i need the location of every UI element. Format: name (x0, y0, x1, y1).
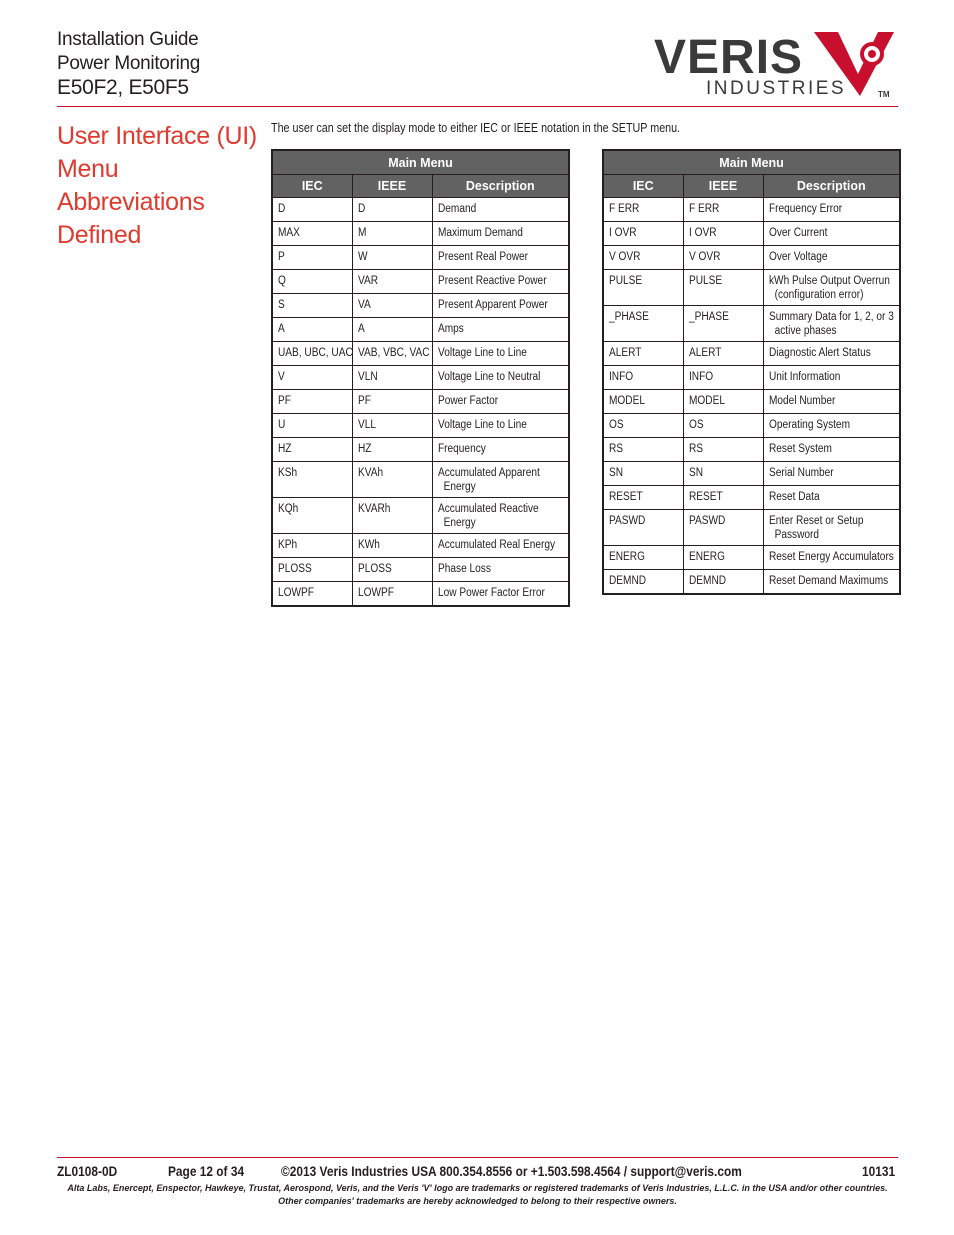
cell-iec-code: ALERT (603, 342, 683, 366)
cell-ieee-code: RS (683, 438, 763, 462)
cell-description: Operating System (763, 414, 900, 438)
cell-ieee-code: KVAh (352, 462, 432, 498)
cell-description: Over Current (763, 222, 900, 246)
table-row (603, 390, 900, 414)
main-menu-table-right (602, 149, 901, 595)
trademark-notice: Alta Labs, Enercept, Enspector, Hawkeye, Trustat, Aerospond, Veris, and the Veris 'V' logo are trademarks or registered trademarks of Veris Industries, L.L.C. in the USA and/or other countries. (67, 1183, 888, 1193)
cell-iec-code: P (272, 246, 352, 270)
table-row (603, 486, 900, 510)
guide-type: Installation Guide (57, 29, 199, 50)
cell-ieee-code: ENERG (683, 546, 763, 570)
table-row (603, 510, 900, 546)
cell-description: Demand (432, 198, 569, 222)
cell-ieee-code: SN (683, 462, 763, 486)
column-header-iec: IEC (272, 175, 352, 198)
cell-description: Diagnostic Alert Status (763, 342, 900, 366)
table-row (272, 534, 569, 558)
table-title: Main Menu (272, 150, 569, 175)
cell-description: Maximum Demand (432, 222, 569, 246)
cell-description: Summary Data for 1, 2, or 3 active phases (763, 306, 900, 342)
footer-divider (57, 1157, 898, 1158)
cell-ieee-code: I OVR (683, 222, 763, 246)
table-row (603, 462, 900, 486)
cell-description: Reset System (763, 438, 900, 462)
cell-ieee-code: D (352, 198, 432, 222)
cell-description: Amps (432, 318, 569, 342)
cell-iec-code: S (272, 294, 352, 318)
cell-iec-code: HZ (272, 438, 352, 462)
cell-description: Present Apparent Power (432, 294, 569, 318)
cell-ieee-code: HZ (352, 438, 432, 462)
cell-iec-code: ENERG (603, 546, 683, 570)
cell-description: kWh Pulse Output Overrun (configuration error) (763, 270, 900, 306)
table-row (272, 318, 569, 342)
cell-description: Present Real Power (432, 246, 569, 270)
table-row (603, 570, 900, 595)
cell-ieee-code: VAB, VBC, VAC (352, 342, 432, 366)
cell-iec-code: PLOSS (272, 558, 352, 582)
table-row (603, 438, 900, 462)
cell-ieee-code: VLL (352, 414, 432, 438)
cell-iec-code: V OVR (603, 246, 683, 270)
cell-ieee-code: F ERR (683, 198, 763, 222)
cell-description: Accumulated Real Energy (432, 534, 569, 558)
cell-iec-code: LOWPF (272, 582, 352, 607)
table-row (272, 462, 569, 498)
cell-description: Voltage Line to Line (432, 342, 569, 366)
cell-ieee-code: KVARh (352, 498, 432, 534)
model-number: E50F2, E50F5 (57, 76, 189, 99)
document-code: 10131 (862, 1163, 896, 1179)
cell-ieee-code: W (352, 246, 432, 270)
cell-iec-code: PF (272, 390, 352, 414)
table-row (272, 222, 569, 246)
page-number: Page 12 of 34 (168, 1163, 245, 1179)
table-row (603, 366, 900, 390)
cell-description: Power Factor (432, 390, 569, 414)
cell-description: Frequency (432, 438, 569, 462)
cell-iec-code: F ERR (603, 198, 683, 222)
cell-iec-code: D (272, 198, 352, 222)
cell-description: Over Voltage (763, 246, 900, 270)
cell-iec-code: KSh (272, 462, 352, 498)
cell-iec-code: U (272, 414, 352, 438)
cell-ieee-code: VA (352, 294, 432, 318)
table-row (272, 582, 569, 607)
table-row (272, 342, 569, 366)
table-row (272, 270, 569, 294)
cell-description: Reset Energy Accumulators (763, 546, 900, 570)
table-row (272, 498, 569, 534)
cell-ieee-code: OS (683, 414, 763, 438)
cell-ieee-code: PLOSS (352, 558, 432, 582)
cell-ieee-code: V OVR (683, 246, 763, 270)
cell-description: Present Reactive Power (432, 270, 569, 294)
cell-iec-code: UAB, UBC, UAC (272, 342, 352, 366)
cell-description: Frequency Error (763, 198, 900, 222)
column-header-ieee: IEEE (352, 175, 432, 198)
cell-ieee-code: PULSE (683, 270, 763, 306)
cell-description: Reset Demand Maximums (763, 570, 900, 595)
logo-sub: INDUSTRIES (706, 78, 847, 99)
cell-description: Phase Loss (432, 558, 569, 582)
table-row (603, 414, 900, 438)
column-header-iec: IEC (603, 175, 683, 198)
veris-logo (652, 26, 898, 102)
cell-description: Model Number (763, 390, 900, 414)
cell-iec-code: RS (603, 438, 683, 462)
column-header-description: Description (763, 175, 900, 198)
cell-iec-code: KQh (272, 498, 352, 534)
document-id: ZL0108-0D (57, 1163, 118, 1179)
intro-text: The user can set the display mode to either IEC or IEEE notation in the SETUP menu. (271, 121, 681, 135)
table-row (603, 198, 900, 222)
cell-description: Voltage Line to Neutral (432, 366, 569, 390)
cell-ieee-code: _PHASE (683, 306, 763, 342)
document-header (57, 28, 200, 100)
cell-ieee-code: LOWPF (352, 582, 432, 607)
cell-ieee-code: RESET (683, 486, 763, 510)
logo-tm: TM (878, 90, 890, 99)
table-row (603, 546, 900, 570)
cell-iec-code: OS (603, 414, 683, 438)
cell-description: Unit Information (763, 366, 900, 390)
cell-description: Enter Reset or Setup Password (763, 510, 900, 546)
table-row (603, 222, 900, 246)
table-row (603, 246, 900, 270)
cell-iec-code: V (272, 366, 352, 390)
cell-iec-code: MAX (272, 222, 352, 246)
cell-ieee-code: M (352, 222, 432, 246)
table-row (603, 306, 900, 342)
cell-ieee-code: PF (352, 390, 432, 414)
table-row (272, 294, 569, 318)
cell-ieee-code: DEMND (683, 570, 763, 595)
table-row (272, 414, 569, 438)
cell-ieee-code: VLN (352, 366, 432, 390)
cell-ieee-code: INFO (683, 366, 763, 390)
cell-description: Voltage Line to Line (432, 414, 569, 438)
cell-iec-code: I OVR (603, 222, 683, 246)
cell-ieee-code: ALERT (683, 342, 763, 366)
section-title: User Interface (UI) Menu Abbreviations Defined (57, 122, 257, 249)
cell-description: Accumulated Reactive Energy (432, 498, 569, 534)
table-row (272, 390, 569, 414)
header-divider (57, 106, 898, 107)
table-row (272, 558, 569, 582)
cell-iec-code: RESET (603, 486, 683, 510)
cell-iec-code: Q (272, 270, 352, 294)
cell-description: Low Power Factor Error (432, 582, 569, 607)
product-category: Power Monitoring (57, 53, 201, 74)
table-row (272, 366, 569, 390)
column-header-ieee: IEEE (683, 175, 763, 198)
cell-description: Serial Number (763, 462, 900, 486)
table-row (603, 342, 900, 366)
cell-iec-code: A (272, 318, 352, 342)
cell-iec-code: MODEL (603, 390, 683, 414)
copyright-contact: ©2013 Veris Industries USA 800.354.8556 or +1.503.598.4564 / support@veris.com (281, 1163, 742, 1179)
trademark-acknowledgement: Other companies' trademarks are hereby acknowledged to belong to their respective owners. (278, 1196, 677, 1206)
table-title: Main Menu (603, 150, 900, 175)
cell-ieee-code: MODEL (683, 390, 763, 414)
table-row (272, 438, 569, 462)
table-row (272, 198, 569, 222)
table-row (603, 270, 900, 306)
table-row (272, 246, 569, 270)
cell-ieee-code: A (352, 318, 432, 342)
cell-iec-code: DEMND (603, 570, 683, 595)
cell-ieee-code: PASWD (683, 510, 763, 546)
cell-iec-code: _PHASE (603, 306, 683, 342)
cell-iec-code: INFO (603, 366, 683, 390)
main-menu-table-left (271, 149, 570, 607)
cell-ieee-code: KWh (352, 534, 432, 558)
cell-description: Reset Data (763, 486, 900, 510)
cell-iec-code: KPh (272, 534, 352, 558)
cell-iec-code: SN (603, 462, 683, 486)
cell-iec-code: PULSE (603, 270, 683, 306)
column-header-description: Description (432, 175, 569, 198)
cell-iec-code: PASWD (603, 510, 683, 546)
logo-word: VERIS (654, 31, 804, 84)
cell-description: Accumulated Apparent Energy (432, 462, 569, 498)
cell-ieee-code: VAR (352, 270, 432, 294)
